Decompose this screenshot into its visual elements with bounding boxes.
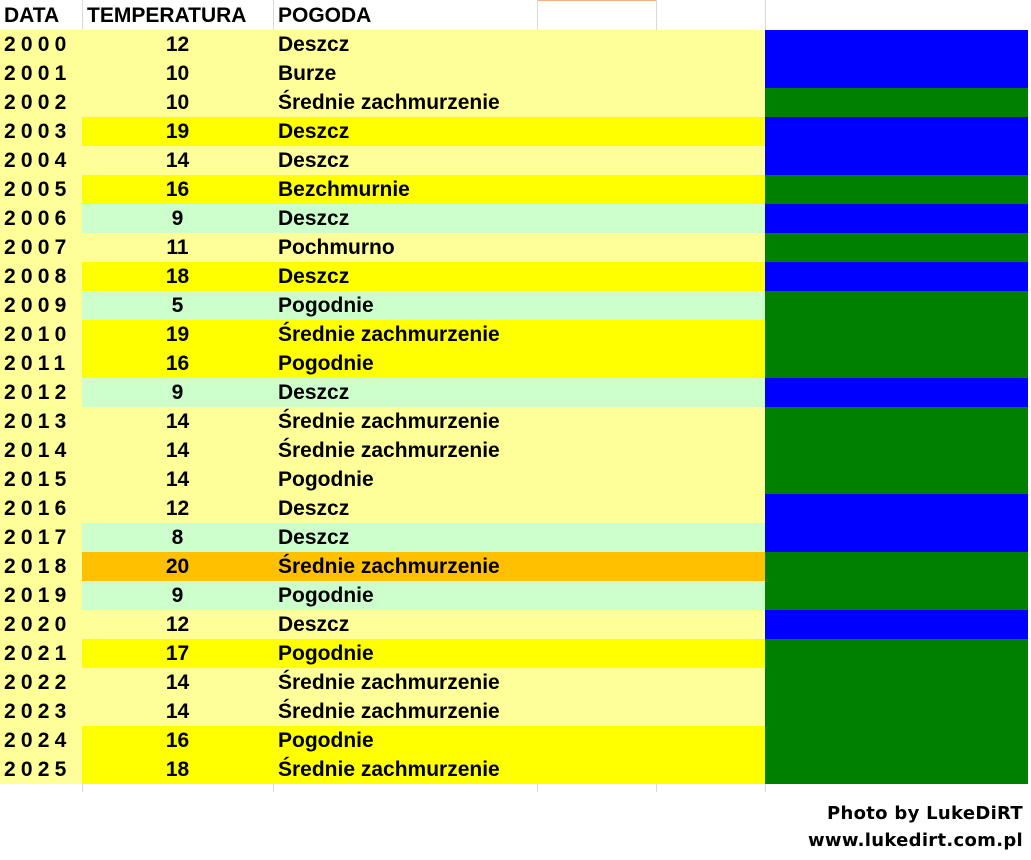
cell-temperature[interactable]: 18 <box>82 262 273 291</box>
cell-temperature[interactable]: 12 <box>82 30 273 59</box>
cell-weather[interactable]: Deszcz <box>273 610 765 639</box>
column-divider <box>656 0 657 30</box>
table-row <box>0 726 1031 755</box>
column-divider <box>765 784 766 792</box>
cell-date[interactable]: 2020 <box>0 610 82 639</box>
cell-temperature[interactable]: 5 <box>82 291 273 320</box>
table-row <box>0 175 1031 204</box>
cell-date[interactable]: 2017 <box>0 523 82 552</box>
cell-date[interactable]: 2009 <box>0 291 82 320</box>
cell-date[interactable]: 2021 <box>0 639 82 668</box>
cell-weather[interactable]: Burze <box>273 59 765 88</box>
cell-weather-indicator[interactable] <box>765 436 1028 465</box>
column-divider <box>765 0 766 30</box>
cell-weather-indicator[interactable] <box>765 494 1028 523</box>
table-row <box>0 581 1031 610</box>
cell-weather[interactable]: Średnie zachmurzenie <box>273 88 765 117</box>
cell-temperature[interactable]: 16 <box>82 349 273 378</box>
cell-weather-indicator[interactable] <box>765 523 1028 552</box>
table-row <box>0 552 1031 581</box>
cell-weather-indicator[interactable] <box>765 697 1028 726</box>
cell-temperature[interactable]: 18 <box>82 755 273 784</box>
cell-weather[interactable]: Deszcz <box>273 117 765 146</box>
cell-date[interactable]: 2007 <box>0 233 82 262</box>
cell-temperature[interactable]: 14 <box>82 146 273 175</box>
cell-temperature[interactable]: 9 <box>82 581 273 610</box>
cell-date[interactable]: 2012 <box>0 378 82 407</box>
credit-line-2: www.lukedirt.com.pl <box>807 830 1023 851</box>
table-row <box>0 523 1031 552</box>
cell-weather-indicator[interactable] <box>765 146 1028 175</box>
cell-weather-indicator[interactable] <box>765 262 1028 291</box>
cell-date[interactable]: 2006 <box>0 204 82 233</box>
cell-weather-indicator[interactable] <box>765 204 1028 233</box>
cell-date[interactable]: 2018 <box>0 552 82 581</box>
cell-temperature[interactable]: 17 <box>82 639 273 668</box>
cell-date[interactable]: 2015 <box>0 465 82 494</box>
cell-date[interactable]: 2013 <box>0 407 82 436</box>
cell-temperature[interactable]: 20 <box>82 552 273 581</box>
cell-weather[interactable]: Pogodnie <box>273 581 765 610</box>
table-row <box>0 378 1031 407</box>
table-row <box>0 639 1031 668</box>
credit-line-1: Photo by LukeDiRT <box>826 803 1023 824</box>
cell-temperature[interactable]: 11 <box>82 233 273 262</box>
cell-weather-indicator[interactable] <box>765 407 1028 436</box>
cell-weather[interactable]: Średnie zachmurzenie <box>273 552 765 581</box>
table-row <box>0 204 1031 233</box>
cell-temperature[interactable]: 9 <box>82 204 273 233</box>
cell-date[interactable]: 2016 <box>0 494 82 523</box>
cell-weather[interactable]: Deszcz <box>273 30 765 59</box>
cell-weather[interactable]: Pogodnie <box>273 291 765 320</box>
column-divider <box>537 0 538 30</box>
cell-weather-indicator[interactable] <box>765 552 1028 581</box>
cell-weather[interactable]: Deszcz <box>273 494 765 523</box>
cell-temperature[interactable]: 9 <box>82 378 273 407</box>
table-row <box>0 233 1031 262</box>
table-row <box>0 697 1031 726</box>
cell-date[interactable]: 2011 <box>0 349 82 378</box>
cell-date[interactable]: 2003 <box>0 117 82 146</box>
cell-weather-indicator[interactable] <box>765 755 1028 784</box>
table-row <box>0 262 1031 291</box>
cell-weather-indicator[interactable] <box>765 88 1028 117</box>
table-row <box>0 668 1031 697</box>
cell-weather-indicator[interactable] <box>765 320 1028 349</box>
cell-date[interactable]: 2014 <box>0 436 82 465</box>
table-row <box>0 494 1031 523</box>
cell-weather-indicator[interactable] <box>765 465 1028 494</box>
cell-weather-indicator[interactable] <box>765 581 1028 610</box>
cell-temperature[interactable]: 10 <box>82 59 273 88</box>
table-row <box>0 349 1031 378</box>
cell-weather[interactable]: Średnie zachmurzenie <box>273 668 765 697</box>
cell-weather-indicator[interactable] <box>765 726 1028 755</box>
cell-weather-indicator[interactable] <box>765 30 1028 59</box>
cell-weather[interactable]: Deszcz <box>273 262 765 291</box>
cell-weather[interactable]: Deszcz <box>273 146 765 175</box>
cell-weather-indicator[interactable] <box>765 291 1028 320</box>
cell-temperature[interactable]: 16 <box>82 175 273 204</box>
cell-temperature[interactable]: 12 <box>82 494 273 523</box>
cell-weather-indicator[interactable] <box>765 610 1028 639</box>
header-weather[interactable]: POGODA <box>273 1 765 30</box>
cell-weather-indicator[interactable] <box>765 378 1028 407</box>
cell-temperature[interactable]: 14 <box>82 697 273 726</box>
table-row <box>0 407 1031 436</box>
cell-temperature[interactable]: 8 <box>82 523 273 552</box>
table-row <box>0 117 1031 146</box>
cell-date[interactable]: 2025 <box>0 755 82 784</box>
cell-weather-indicator[interactable] <box>765 349 1028 378</box>
cell-temperature[interactable]: 14 <box>82 436 273 465</box>
column-divider <box>82 0 83 30</box>
cell-weather[interactable]: Deszcz <box>273 523 765 552</box>
table-row <box>0 436 1031 465</box>
cell-weather[interactable]: Średnie zachmurzenie <box>273 320 765 349</box>
table-row <box>0 755 1031 784</box>
cell-date[interactable]: 2024 <box>0 726 82 755</box>
cell-weather-indicator[interactable] <box>765 233 1028 262</box>
cell-date[interactable]: 2010 <box>0 320 82 349</box>
cell-date[interactable]: 2000 <box>0 30 82 59</box>
cell-date[interactable]: 2019 <box>0 581 82 610</box>
cell-date[interactable]: 2001 <box>0 59 82 88</box>
cell-temperature[interactable]: 12 <box>82 610 273 639</box>
cell-date[interactable]: 2005 <box>0 175 82 204</box>
cell-temperature[interactable]: 14 <box>82 465 273 494</box>
cell-date[interactable]: 2023 <box>0 697 82 726</box>
cell-weather[interactable]: Deszcz <box>273 378 765 407</box>
column-divider <box>537 784 538 792</box>
table-row <box>0 30 1031 59</box>
table-row <box>0 291 1031 320</box>
table-row <box>0 465 1031 494</box>
cell-temperature[interactable]: 19 <box>82 320 273 349</box>
header-indicator[interactable] <box>765 1 1028 30</box>
cell-weather-indicator[interactable] <box>765 59 1028 88</box>
cell-temperature[interactable]: 14 <box>82 407 273 436</box>
header-date[interactable]: DATA <box>0 1 82 30</box>
cell-weather[interactable]: Deszcz <box>273 204 765 233</box>
cell-weather-indicator[interactable] <box>765 117 1028 146</box>
cell-weather[interactable]: Bezchmurnie <box>273 175 765 204</box>
cell-weather-indicator[interactable] <box>765 175 1028 204</box>
cell-weather[interactable]: Pogodnie <box>273 465 765 494</box>
cell-date[interactable]: 2002 <box>0 88 82 117</box>
cell-weather-indicator[interactable] <box>765 668 1028 697</box>
cell-weather-indicator[interactable] <box>765 639 1028 668</box>
table-row <box>0 146 1031 175</box>
cell-date[interactable]: 2004 <box>0 146 82 175</box>
column-divider <box>273 0 274 30</box>
column-divider <box>273 784 274 792</box>
cell-weather[interactable]: Pochmurno <box>273 233 765 262</box>
cell-weather[interactable]: Średnie zachmurzenie <box>273 436 765 465</box>
cell-temperature[interactable]: 14 <box>82 668 273 697</box>
cell-weather[interactable]: Średnie zachmurzenie <box>273 697 765 726</box>
column-divider <box>82 784 83 792</box>
cell-weather[interactable]: Średnie zachmurzenie <box>273 407 765 436</box>
header-temperature[interactable]: TEMPERATURA <box>82 1 273 30</box>
table-row <box>0 88 1031 117</box>
cell-weather[interactable]: Pogodnie <box>273 639 765 668</box>
cell-temperature[interactable]: 19 <box>82 117 273 146</box>
cell-temperature[interactable]: 16 <box>82 726 273 755</box>
header-row <box>0 1 1031 30</box>
cell-weather[interactable]: Średnie zachmurzenie <box>273 755 765 784</box>
cell-date[interactable]: 2022 <box>0 668 82 697</box>
table-row <box>0 320 1031 349</box>
cell-weather[interactable]: Pogodnie <box>273 349 765 378</box>
cell-temperature[interactable]: 10 <box>82 88 273 117</box>
table-row <box>0 59 1031 88</box>
column-divider <box>656 784 657 792</box>
table-row <box>0 610 1031 639</box>
cell-weather[interactable]: Pogodnie <box>273 726 765 755</box>
cell-date[interactable]: 2008 <box>0 262 82 291</box>
